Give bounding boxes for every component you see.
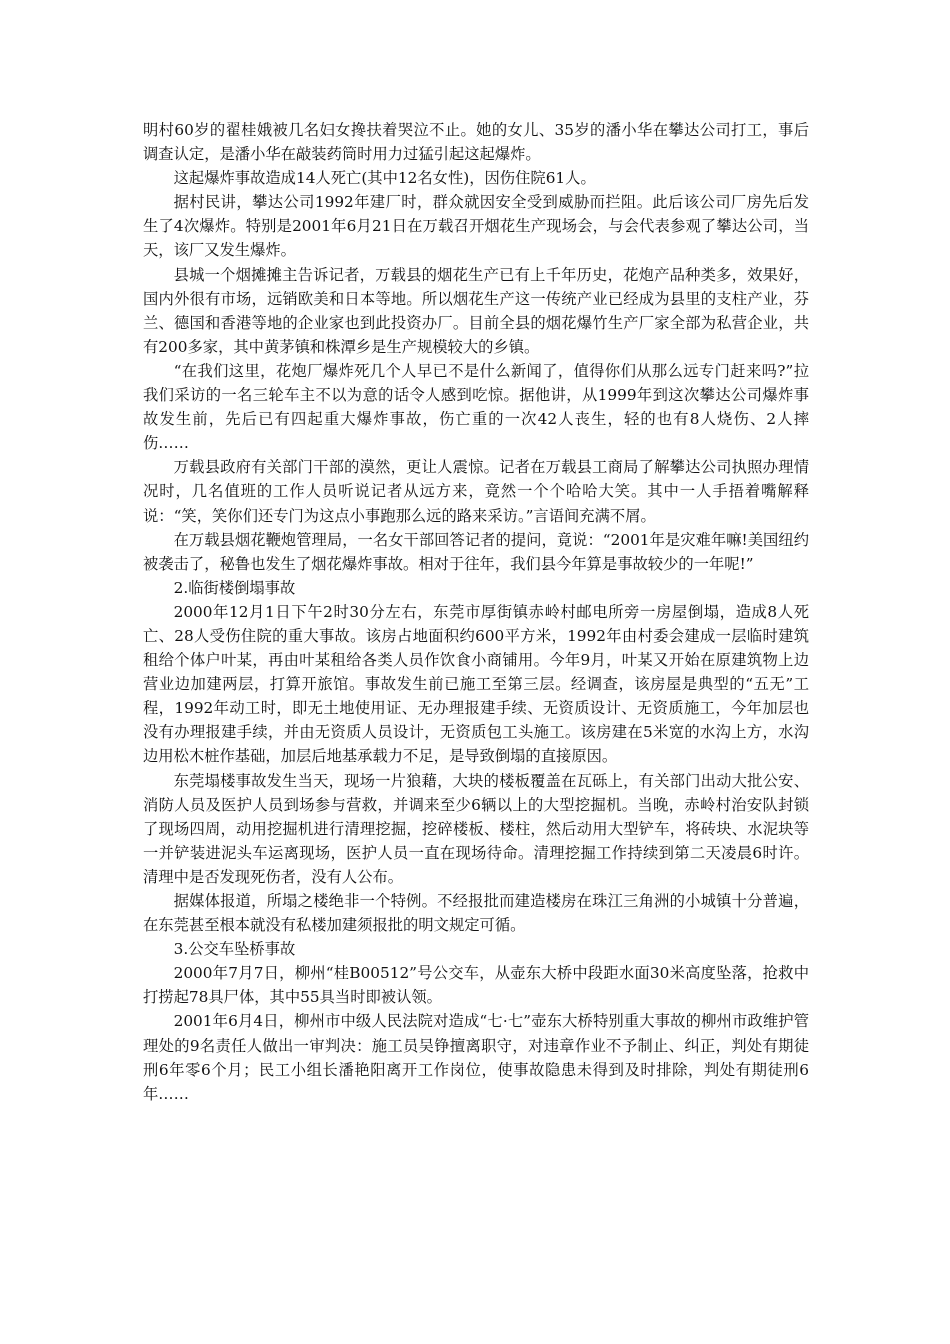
section-heading-building-collapse: 2.临街楼倒塌事故: [173, 578, 296, 597]
section-heading-bus-accident: 3.公交车坠桥事故: [173, 940, 296, 959]
paragraph-driver-quote: “在我们这里，花炮厂爆炸死几个人早已不是什么新闻了，值得你们从那么远专门赶来吗?”拉我们采访的一名三轮车主不以为意的话令人感到吃惊。据他讲，从1999年到这次攀达公司爆炸事故发生前，先后已有四起重大爆炸事故，伤亡重的一次42人丧生，轻的也有8人烧伤、2人摔伤……: [143, 361, 809, 453]
paragraph-villagers: 据村民讲，攀达公司1992年建厂时，群众就因安全受到威胁而拦阻。此后该公司厂房先后发生了4次爆炸。特别是2001年6月21日在万载召开烟花生产现场会，与会代表参观了攀达公司，当天，该厂又发生爆炸。: [143, 193, 809, 260]
paragraph-casualties: 这起爆炸事故造成14人死亡(其中12名女性)，因伤住院61人。: [173, 169, 596, 188]
paragraph-bus-facts: 2000年7月7日，柳州“桂B00512”号公交车，从壶东大桥中段距水面30米高度坠落，抢救中打捞起78具尸体，其中55具当时即被认领。: [143, 964, 809, 1007]
paragraph-collapse-scene: 东莞塌楼事故发生当天，现场一片狼藉，大块的楼板覆盖在瓦砾上，有关部门出动大批公安、消防人员及医护人员到场参与营救，并调来至少6辆以上的大型挖掘机。当晚，赤岭村治安队封锁了现场四周，动用挖掘机进行清理挖掘，挖碎楼板、楼柱，然后动用大型铲车，将砖块、水泥块等一并铲装进泥头车运离现场，医护人员一直在现场待命。清理挖掘工作持续到第二天凌晨6时许。清理中是否发现死伤者，没有人公布。: [143, 771, 809, 886]
paragraph-continuation: 明村60岁的翟桂娥被几名妇女搀扶着哭泣不止。她的女儿、35岁的潘小华在攀达公司打工，事后调查认定，是潘小华在敲装药筒时用力过猛引起这起爆炸。: [143, 121, 809, 164]
document-body: [143, 118, 809, 1106]
paragraph-fireworks-bureau: 在万载县烟花鞭炮管理局，一名女干部回答记者的提问，竟说：“2001年是灾难年嘛!美国纽约被袭击了，秘鲁也发生了烟花爆炸事故。相对于往年，我们县今年算是事故较少的一年呢!”: [143, 530, 809, 573]
paragraph-collapse-facts: 2000年12月1日下午2时30分左右，东莞市厚街镇赤岭村邮电所旁一房屋倒塌，造成8人死亡、28人受伤住院的重大事故。该房占地面积约600平方米，1992年由村委会建成一层临时建筑租给个体户叶某，再由叶某租给各类人员作饮食小商铺用。今年9月，叶某又开始在原建筑物上边营业边加建两层，打算开旅馆。事故发生前已施工至第三层。经调查，该房屋是典型的“五无”工程，1992年动工时，即无土地使用证、无办理报建手续、无资质设计、无资质施工，今年加层也没有办理报建手续，并由无资质人员设计，无资质包工头施工。该房建在5米宽的水沟上方，水沟边用松木桩作基础，加层后地基承载力不足，是导致倒塌的直接原因。: [143, 602, 809, 766]
paragraph-industry: 县城一个烟摊摊主告诉记者，万载县的烟花生产已有上千年历史，花炮产品种类多，效果好，国内外很有市场，远销欧美和日本等地。所以烟花生产这一传统产业已经成为县里的支柱产业，芬兰、德国和香港等地的企业家也到此投资办厂。目前全县的烟花爆竹生产厂家全部为私营企业，共有200多家，其中黄茅镇和株潭乡是生产规模较大的乡镇。: [143, 265, 809, 356]
paragraph-court-verdict: 2001年6月4日，柳州市中级人民法院对造成“七·七”壶东大桥特别重大事故的柳州市政维护管理处的9名责任人做出一审判决：施工员吴铮擅离职守，对违章作业不予制止、纠正，判处有期徒刑6年零6个月；民工小组长潘艳阳离开工作岗位，使事故隐患未得到及时排除，判处有期徒刑6年……: [143, 1012, 809, 1103]
paragraph-media-report: 据媒体报道，所塌之楼绝非一个特例。不经报批而建造楼房在珠江三角洲的小城镇十分普遍，在东莞甚至根本就没有私楼加建须报批的明文规定可循。: [143, 892, 809, 935]
paragraph-officials: 万载县政府有关部门干部的漠然，更让人震惊。记者在万载县工商局了解攀达公司执照办理情况时，几名值班的工作人员听说记者从远方来，竟然一个个哈哈大笑。其中一人手捂着嘴解释说：“笑，笑你们还专门为这点小事跑那么远的路来采访。”言语间充满不屑。: [143, 458, 809, 525]
